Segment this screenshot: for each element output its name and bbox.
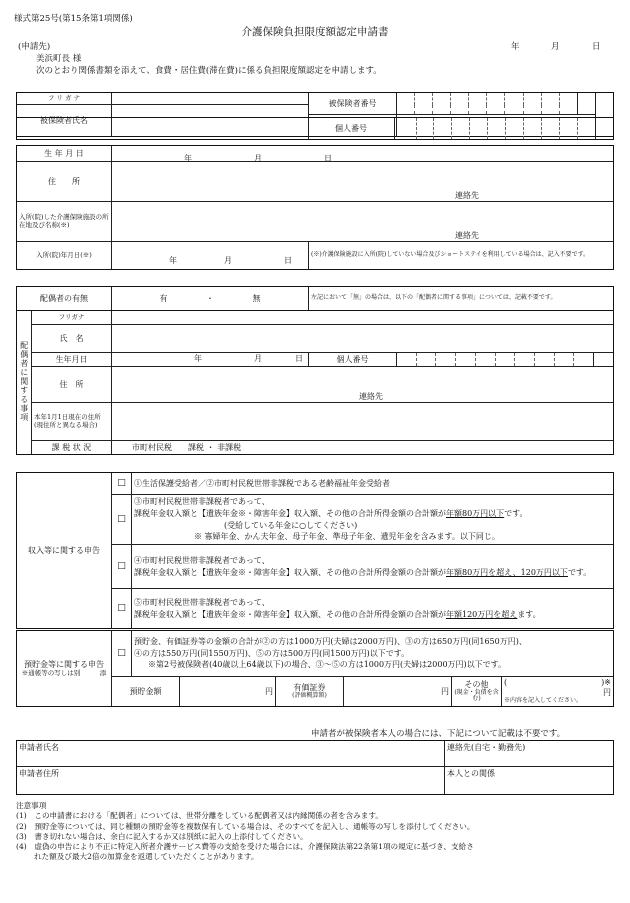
other-label: その他 [464, 680, 489, 690]
savings-line3: ※第2号被保険者(40歳以上64歳以下)の場合、③～⑤の方は1000万円(夫婦は2000万円)以下です。 [148, 660, 507, 670]
personal-number-digit[interactable] [394, 118, 416, 140]
applicant-address-label: 申請者住所 [19, 769, 59, 778]
applicant-contact-label: 連絡先(自宅・勤務先) [447, 743, 526, 752]
spouse-birth-day: 日 [295, 354, 303, 363]
savings-label-cell [17, 631, 112, 707]
recipient-label: (申請先) [18, 42, 51, 52]
insured-number-digit[interactable] [541, 93, 559, 115]
address-label: 住 所 [17, 162, 112, 202]
address-field[interactable] [112, 162, 614, 202]
spouse-no[interactable]: 無 [252, 293, 261, 303]
spouse-detail-table [16, 310, 614, 455]
securities-sub: (評価概算額) [292, 692, 327, 699]
page-title: 介護保険負担限度額認定申請書 [241, 26, 389, 38]
income-table [16, 472, 614, 629]
other-yen: 円 [603, 688, 611, 698]
personal-number-digit[interactable] [452, 118, 470, 140]
admission-note: (※)介護保険施設に入所(院)していない場合及びショートステイを利用している場合は、記入不要です。 [309, 242, 614, 270]
spouse-name-field[interactable] [112, 325, 614, 353]
spouse-personal-number-digit[interactable] [436, 353, 456, 367]
income-label: 収入等に関する申告 [17, 473, 112, 629]
savings-checkbox[interactable]: □ [112, 631, 132, 677]
insured-number-digit[interactable] [469, 93, 487, 115]
spouse-personal-number-digit[interactable] [495, 353, 515, 367]
applicant-name-label: 申請者氏名 [19, 743, 59, 752]
birth-label: 生 年 月 日 [17, 146, 112, 162]
savings-label-note: ※通帳等の写しは別 添 [21, 669, 107, 678]
opt5-line2: 課税年金収入額と【遺族年金※・障害年金】収入額、その他の合計所得金額の合計額が年額120万円を超えます。 [134, 609, 541, 619]
insured-number-label: 被保険者番号 [309, 93, 397, 115]
spouse-birth-label: 生年月日 [32, 353, 112, 367]
spouse-personal-number-digit[interactable] [574, 353, 594, 367]
savings-line1: 預貯金、有価証券等の金額の合計が②の方は1000万円(夫婦は2000万円)、③の方は650万円(同1650万円)、 [134, 637, 527, 647]
opt4-line1: ④市町村民税世帯非課税者であって、 [134, 555, 270, 565]
spouse-personal-number-digit[interactable] [397, 353, 417, 367]
birth-field[interactable] [112, 146, 614, 162]
savings-text [132, 631, 614, 677]
facility-label: 入所(院)した介護保険施設の所在地及び名称(※) [17, 202, 112, 242]
date-year: 年 [511, 42, 520, 52]
other-note: ※内容を記入してください。 [504, 697, 583, 705]
insured-name-label: 被保険者氏名 [17, 105, 112, 137]
opt4-checkbox[interactable]: □ [112, 545, 132, 589]
personal-number-digit[interactable] [542, 118, 560, 140]
spouse-presence-options[interactable] [112, 287, 309, 311]
applicant-name-field[interactable] [17, 741, 445, 767]
applicant-relation-label: 本人との関係 [447, 769, 495, 778]
opt3-line1: ③市町村民税世帯非課税者であって、 [134, 497, 270, 507]
spouse-name-label: 氏 名 [32, 325, 112, 353]
securities-yen: 円 [441, 686, 449, 696]
other-paren-row: ( )※ [504, 678, 611, 688]
opt3-checkbox[interactable]: □ [112, 495, 132, 545]
insured-table-2 [16, 117, 614, 140]
personal-number-digit[interactable] [416, 118, 434, 140]
tax-status-label: 課 税 状 況 [32, 441, 112, 455]
opt1-checkbox[interactable]: □ [112, 473, 132, 495]
jan1-address-label: 本年1月1日現在の住所(現住所と異なる場合) [32, 403, 112, 441]
other-label-cell [452, 677, 502, 707]
insured-number-digit[interactable] [559, 93, 577, 115]
personal-number-digit[interactable] [524, 118, 542, 140]
admission-date-label: 入所(院)年月日(※) [17, 242, 112, 270]
spouse-personal-number-digit[interactable] [515, 353, 535, 367]
adm-year: 年 [169, 255, 177, 265]
birth-day: 日 [324, 153, 332, 163]
spouse-birth-year: 年 [194, 354, 202, 363]
spouse-personal-number-digit[interactable] [554, 353, 574, 367]
insured-number-digit[interactable] [523, 93, 541, 115]
insured-number-digit[interactable] [415, 93, 433, 115]
tax-status-options[interactable]: 市町村民税 課税 ・ 非課税 [112, 441, 614, 455]
opt5-checkbox[interactable]: □ [112, 589, 132, 629]
furigana-field[interactable] [112, 93, 309, 105]
insured-number-digit[interactable] [505, 93, 523, 115]
facility-contact: 連絡先 [455, 231, 479, 241]
spouse-presence-note: 左記において「無」の場合は、以下の「配偶者に関する事項」については、記載不要です。 [309, 287, 614, 311]
spouse-address-label: 住 所 [32, 367, 112, 403]
spouse-personal-number-digit[interactable] [475, 353, 495, 367]
personal-number-label: 個人番号 [308, 118, 394, 140]
spouse-birth-field[interactable] [112, 353, 309, 367]
spouse-birth-month: 月 [254, 354, 262, 363]
address-contact: 連絡先 [455, 191, 479, 201]
securities-field[interactable] [344, 677, 452, 707]
spouse-personal-number-digit[interactable] [535, 353, 555, 367]
personal-number-digit[interactable] [488, 118, 506, 140]
spouse-section-label: 配偶者に関する事項 [17, 311, 32, 455]
note-1: (1) この申請書における「配偶者」については、世帯分離をしている配偶者又は内縁関係の者を含みます。 [16, 811, 383, 821]
spouse-yes[interactable]: 有 [159, 293, 168, 303]
adm-month: 月 [224, 255, 232, 265]
notes-section [16, 801, 616, 863]
other-field[interactable] [502, 677, 614, 707]
applicant-relation-field[interactable] [445, 767, 614, 795]
date-day: 日 [592, 42, 601, 52]
insured-number-digit[interactable] [397, 93, 415, 115]
opt3-line2: 課税年金収入額と【遺族年金※・障害年金】収入額、その他の合計所得金額の合計額が年額80万円以下です。 [134, 508, 528, 518]
spouse-address-field[interactable] [112, 367, 614, 403]
spouse-dot: ・ [206, 293, 214, 303]
insured-number-digit[interactable] [451, 93, 469, 115]
opt3-line3: (受給している年金に○してください) [224, 520, 358, 530]
opt5-line1: ⑤市町村民税世帯非課税者であって、 [134, 597, 270, 607]
admission-date-field[interactable] [112, 242, 309, 270]
spouse-address-contact: 連絡先 [359, 392, 383, 402]
date-month: 月 [551, 42, 560, 52]
applicant-note: 申請者が被保険者本人の場合には、下記について記載は不要です。 [311, 729, 566, 739]
opt4-text [132, 545, 614, 589]
spouse-personal-number-digit[interactable] [456, 353, 476, 367]
savings-line2: ④の方は550万円(同1550万円)、⑤の方は500万円(同1500万円)以下です。 [134, 648, 410, 658]
opt5-text [132, 589, 614, 629]
notes-title: 注意事項 [16, 801, 47, 810]
securities-label-cell [276, 677, 344, 707]
personal-number-digit[interactable] [560, 118, 578, 140]
personal-number-digit[interactable] [578, 118, 596, 140]
form-number: 様式第25号(第15条第1項関係) [14, 14, 133, 24]
intro-text: 次のとおり関係書類を添えて、食費・居住費(滞在費)に係る負担限度額認定を申請します。 [36, 66, 382, 76]
personal-number-digit[interactable] [470, 118, 488, 140]
other-sub: (現金・負債を含む) [454, 688, 499, 703]
applicant-contact-field[interactable] [445, 741, 614, 767]
opt3-line4: ※ 寡婦年金、かん夫年金、母子年金、準母子年金、遺児年金を含みます。以下同じ。 [194, 532, 500, 542]
furigana-label: フ リ ガ ナ [17, 93, 112, 105]
personal-number-digit[interactable] [434, 118, 452, 140]
spouse-personal-number-digit[interactable] [594, 353, 614, 367]
opt4-line2: 課税年金収入額と【遺族年金※・障害年金】収入額、その他の合計所得金額の合計額が年額80万円を超え、120万円以下です。 [134, 567, 592, 577]
birth-month: 月 [254, 153, 262, 163]
recipient: 美浜町長 様 [36, 54, 82, 64]
deposit-label: 預貯金額 [112, 677, 180, 707]
insured-number-digit[interactable] [433, 93, 451, 115]
personal-number-digit[interactable] [596, 118, 614, 140]
applicant-address-field[interactable] [17, 767, 445, 795]
insured-number-digit[interactable] [487, 93, 505, 115]
facility-field[interactable] [112, 202, 614, 242]
savings-label: 預貯金等に関する申告 [24, 660, 104, 670]
note-4b: れた額及び最大2倍の加算金を返還していただくことがあります。 [34, 852, 259, 862]
deposit-yen: 円 [265, 686, 273, 696]
deposit-field[interactable] [180, 677, 276, 707]
adm-day: 日 [284, 255, 292, 265]
savings-table [16, 630, 614, 707]
securities-label: 有価証券 [293, 683, 326, 693]
spouse-furigana-field[interactable] [112, 311, 614, 325]
jan1-address-field[interactable] [112, 403, 614, 441]
birth-year: 年 [184, 153, 192, 163]
spouse-furigana-label: フリガナ [32, 311, 112, 325]
personal-number-digit[interactable] [506, 118, 524, 140]
spouse-personal-number-label: 個人番号 [309, 353, 397, 367]
spouse-personal-number-digit[interactable] [416, 353, 436, 367]
note-4a: (4) 虚偽の申告により不正に特定入所者介護サービス費等の支給を受けた場合には、介護保険法第22条第1項の規定に基づき、支給さ [16, 842, 474, 851]
insured-detail-table [16, 145, 614, 270]
spouse-presence-table [16, 286, 614, 311]
note-2: (2) 預貯金等については、同じ種類の預貯金等を複数保有している場合は、そのすべてを記入し、通帳等の写しを添付してください。 [16, 821, 475, 831]
spouse-presence-label: 配偶者の有無 [17, 287, 112, 311]
applicant-table [16, 740, 614, 795]
opt1-text: ①生活保護受給者／②市町村民税世帯非課税である老齢福祉年金受給者 [132, 473, 614, 495]
note-3: (3) 書き切れない場合は、余白に記入するか又は別紙に記入の上添付してください。 [16, 831, 308, 841]
opt3-text [132, 495, 614, 545]
